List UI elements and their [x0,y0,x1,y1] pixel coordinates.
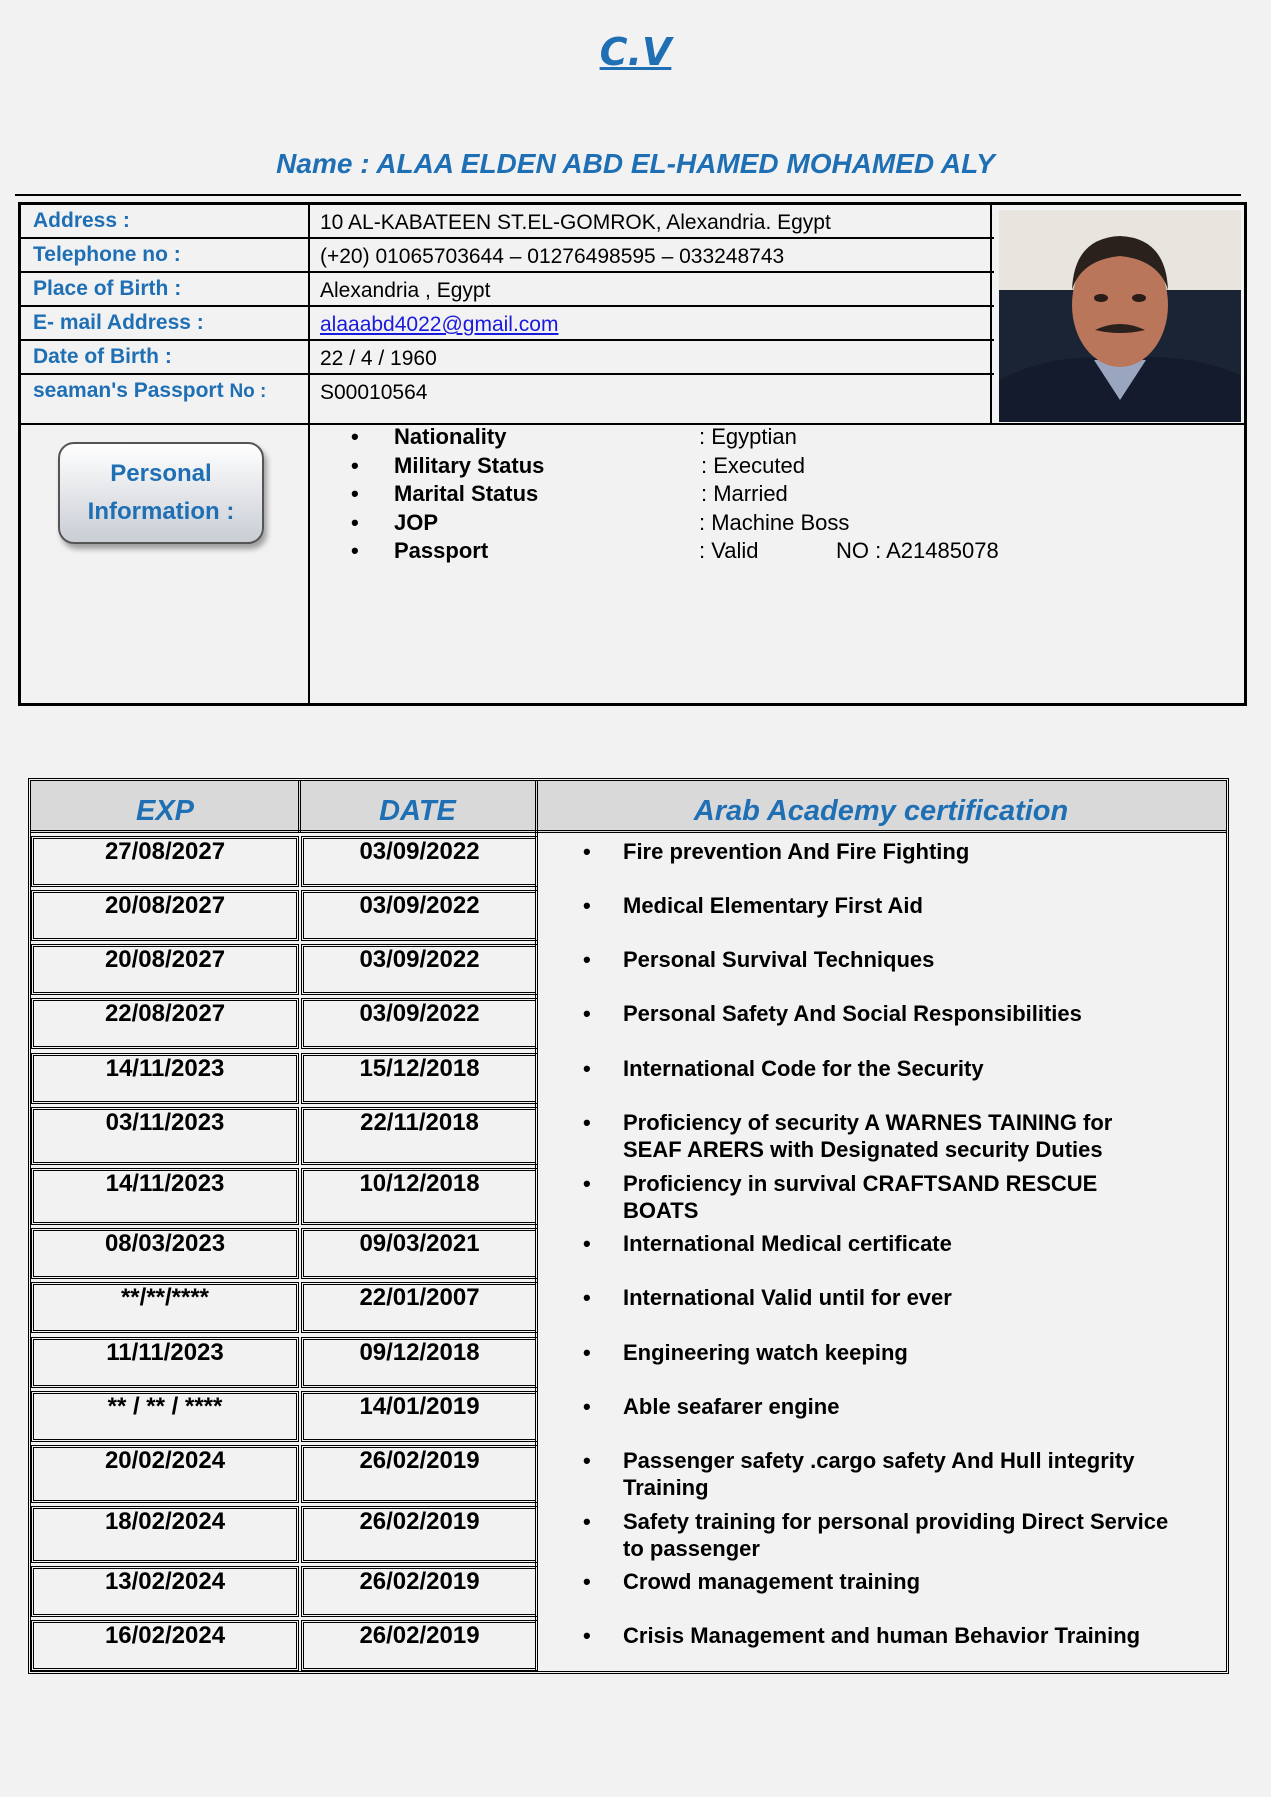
bullet-icon: • [583,1231,591,1256]
email-row [21,307,994,341]
certification-name: International Medical certificate [623,1231,952,1256]
exp-date: ** / ** / **** [107,1393,223,1420]
exp-date: 11/11/2023 [106,1339,224,1366]
exp-date: 20/08/2027 [104,946,226,973]
issue-date: 03/09/2022 [359,892,480,919]
passport-value: : Valid [699,538,759,563]
issue-date: 03/09/2022 [359,838,480,865]
bullet-icon: • [583,839,591,864]
personal-information-line2: Information : [87,498,235,525]
exp-date: 03/11/2023 [105,1109,225,1136]
bullet-icon: • [583,1448,591,1473]
nationality-value: : Egyptian [699,424,797,449]
issue-date: 03/09/2022 [359,1000,480,1027]
email-link[interactable]: alaaabd4022@gmail.com [320,313,559,336]
certification-name: Medical Elementary First Aid [623,893,923,918]
photo-column-divider [990,205,992,423]
seaman-passport-value: S00010564 [320,381,428,404]
bullet-icon: • [583,1285,591,1310]
seaman-passport-label-text: seaman's Passport [33,379,224,402]
certification-name: Safety training for personal providing Direct Service [623,1509,1169,1534]
exp-date: 16/02/2024 [104,1622,226,1649]
bullet-icon: • [351,509,359,535]
seaman-passport-label-no: No : [229,381,267,402]
certification-name: Personal Safety And Social Responsibilities [623,1001,1082,1026]
issue-date: 26/02/2019 [359,1447,480,1474]
passport-key: Passport [394,538,489,563]
issue-date: 26/02/2019 [359,1508,480,1535]
email-label: E- mail Address : [33,311,204,334]
contact-info-box [18,202,1247,706]
certification-name: International Code for the Security [623,1056,984,1081]
military-status-value: : Executed [701,452,805,478]
jop-key: JOP [394,509,439,535]
place-of-birth-value: Alexandria , Egypt [320,279,491,302]
bullet-icon: • [583,1340,591,1365]
label-column-divider [308,205,310,703]
certification-name: to passenger [623,1536,760,1561]
place-of-birth-row [21,273,994,307]
nationality-key: Nationality [394,424,507,449]
issue-date: 14/01/2019 [359,1393,480,1420]
exp-date: **/**/**** [120,1284,210,1311]
certification-name: Engineering watch keeping [623,1340,908,1365]
seaman-passport-label [33,379,266,403]
bullet-icon: • [583,1001,591,1026]
issue-date: 10/12/2018 [359,1170,480,1197]
cv-title: C.V [599,30,672,74]
telephone-row [21,239,994,273]
header-exp: EXP [135,795,195,827]
bullet-icon: • [583,1394,591,1419]
exp-date: 27/08/2027 [104,838,226,865]
exp-date: 18/02/2024 [104,1508,226,1535]
issue-date: 22/01/2007 [359,1284,480,1311]
exp-date: 14/11/2023 [105,1170,225,1197]
portrait-icon [999,210,1241,422]
name-line: Name : ALAA ELDEN ABD EL-HAMED MOHAMED ALY [276,148,995,179]
issue-date: 15/12/2018 [359,1055,480,1082]
certification-name: Training [623,1475,709,1500]
marital-status-key: Marital Status [394,481,539,506]
address-row [21,205,994,239]
certification-name: BOATS [623,1198,699,1223]
certification-name: Crisis Management and human Behavior Training [623,1623,1141,1648]
personal-information-line1: Personal [110,460,212,487]
certification-name: SEAF ARERS with Designated security Duties [623,1137,1103,1162]
exp-date: 20/08/2027 [104,892,226,919]
certification-name: Fire prevention And Fire Fighting [623,839,970,864]
issue-date: 26/02/2019 [359,1568,480,1595]
passport-number: NO : A21485078 [836,538,999,563]
header-certification: Arab Academy certification [693,795,1069,827]
certification-name: International Valid until for ever [623,1285,952,1310]
header-divider-1 [298,781,301,833]
issue-date: 22/11/2018 [360,1109,479,1136]
header-rule [15,194,1241,196]
jop-value: : Machine Boss [699,509,850,535]
certification-table [28,778,1229,1674]
bullet-icon: • [351,481,359,506]
exp-date: 14/11/2023 [105,1055,225,1082]
date-of-birth-row [21,341,994,375]
bullet-icon: • [583,1171,591,1196]
bullet-icon: • [583,893,591,918]
table-header [31,781,1226,833]
address-value: 10 AL-KABATEEN ST.EL-GOMROK, Alexandria. Egypt [320,211,831,234]
issue-date: 09/12/2018 [359,1339,480,1366]
issue-date: 03/09/2022 [359,946,480,973]
bullet-icon: • [351,452,359,478]
exp-date: 13/02/2024 [104,1568,226,1595]
bullet-icon: • [583,1056,591,1081]
address-label: Address : [33,209,130,232]
bullet-icon: • [583,947,591,972]
certification-name: Proficiency of security A WARNES TAINING for [623,1110,1113,1135]
certification-name: Passenger safety .cargo safety And Hull integrity [623,1448,1135,1473]
bullet-icon: • [351,538,359,563]
marital-status-value: : Married [701,481,788,506]
personal-information-button[interactable] [58,442,264,544]
date-of-birth-value: 22 / 4 / 1960 [320,347,437,370]
bullet-icon: • [583,1509,591,1534]
bullet-icon: • [583,1623,591,1648]
military-status-key: Military Status [394,452,545,478]
certification-name: Proficiency in survival CRAFTSAND RESCUE [623,1171,1098,1196]
certification-name: Able seafarer engine [623,1394,840,1419]
bullet-icon: • [351,424,359,449]
date-of-birth-label: Date of Birth : [33,345,172,368]
issue-date: 26/02/2019 [359,1622,480,1649]
certification-name: Personal Survival Techniques [623,947,935,972]
telephone-value: (+20) 01065703644 – 01276498595 – 033248743 [320,245,785,268]
exp-date: 22/08/2027 [104,1000,226,1027]
profile-photo [999,210,1241,422]
bullet-icon: • [583,1110,591,1135]
issue-date: 09/03/2021 [359,1230,480,1257]
bullet-icon: • [583,1569,591,1594]
exp-date: 08/03/2023 [104,1230,226,1257]
header-date: DATE [379,795,456,827]
exp-date: 20/02/2024 [104,1447,226,1474]
telephone-label: Telephone no : [33,243,181,266]
place-of-birth-label: Place of Birth : [33,277,182,300]
certification-name: Crowd management training [623,1569,921,1594]
